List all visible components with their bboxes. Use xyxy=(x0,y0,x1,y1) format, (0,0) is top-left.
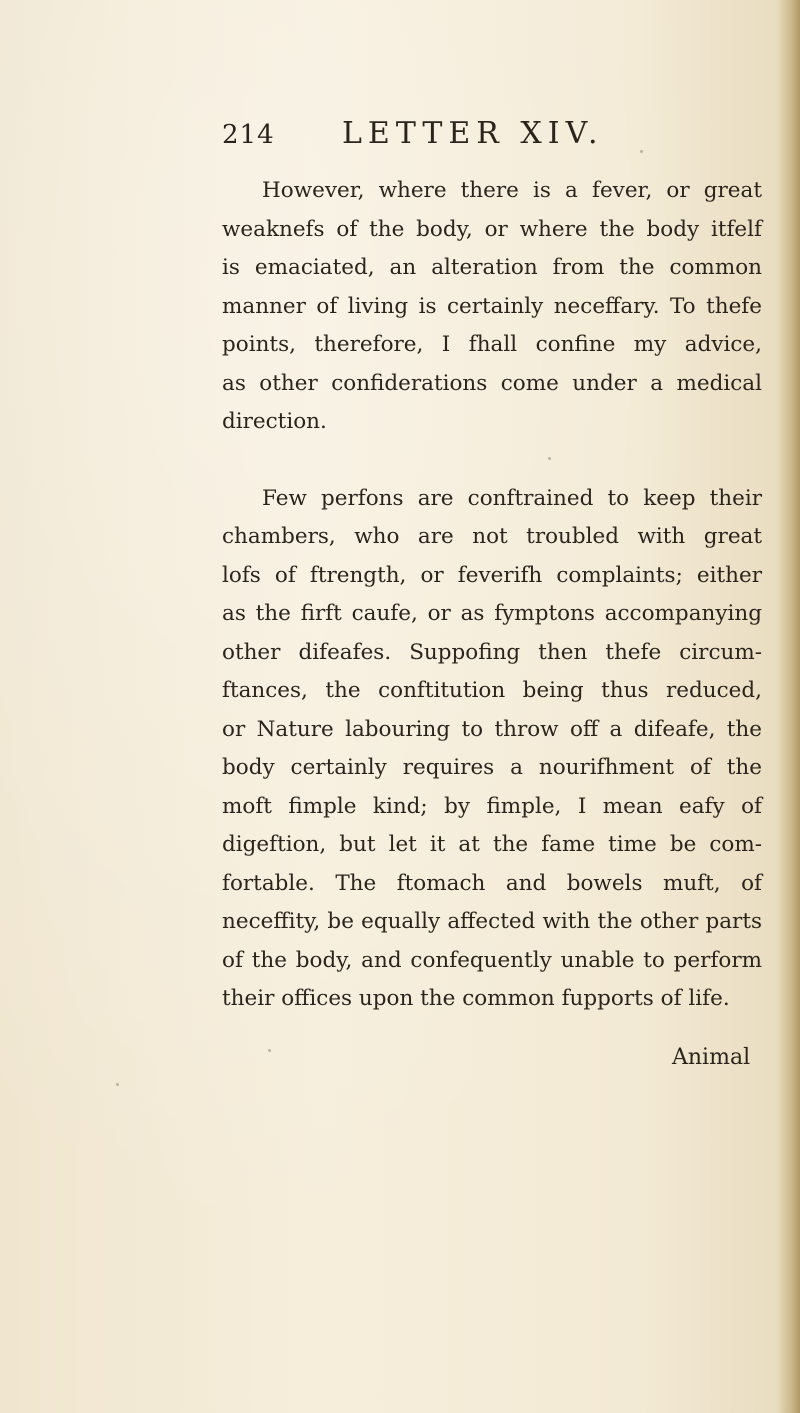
text-line: direction. xyxy=(222,409,327,434)
page-number: 214 xyxy=(222,120,275,150)
text-line: of the body, and confequently unable to perform xyxy=(222,947,762,973)
text-line: as other confiderations come under a medical xyxy=(222,370,762,396)
text-line: their offices upon the common fupports of life. xyxy=(222,986,730,1011)
text-line: manner of living is certainly neceffary. To thefe xyxy=(222,293,762,319)
page-edge-shadow xyxy=(778,0,800,1413)
text-line: as the firft caufe, or as fymptons accompanying xyxy=(222,601,762,626)
text-line: other difeafes. Suppofing then thefe circum- xyxy=(222,639,762,665)
text-line: is emaciated, an alteration from the common xyxy=(222,255,762,280)
body-text xyxy=(222,172,762,1019)
letter-heading: LETTER XIV. xyxy=(342,116,604,151)
text-line: moft fimple kind; by fimple, I mean eafy of xyxy=(222,793,762,819)
catchword: Animal xyxy=(672,1045,751,1070)
text-line: points, therefore, I fhall confine my advice, xyxy=(222,332,762,357)
text-line: fortable. The ftomach and bowels muft, of xyxy=(222,870,762,896)
paper-speck xyxy=(268,1049,271,1052)
text-line: or Nature labouring to throw off a difeafe, the xyxy=(222,716,762,742)
text-line: chambers, who are not troubled with great xyxy=(222,524,762,549)
text-line: body certainly requires a nourifhment of the xyxy=(222,755,762,780)
paper-speck xyxy=(548,457,551,460)
paragraph-1 xyxy=(222,172,762,442)
paper-speck xyxy=(116,1083,119,1086)
text-line: However, where there is a fever, or great xyxy=(262,178,762,203)
paper-speck xyxy=(640,150,643,153)
paragraph-2 xyxy=(222,480,762,1019)
text-line: digeftion, but let it at the fame time be com- xyxy=(222,832,762,857)
text-line: ftances, the conftitution being thus reduced, xyxy=(222,678,762,703)
text-line: neceffity, be equally affected with the other parts xyxy=(222,909,762,934)
running-head xyxy=(222,116,662,156)
text-line: weaknefs of the body, or where the body itfelf xyxy=(222,216,762,242)
text-line: Few perfons are conftrained to keep their xyxy=(262,485,762,511)
text-line: lofs of ftrength, or feverifh complaints; either xyxy=(222,562,762,588)
